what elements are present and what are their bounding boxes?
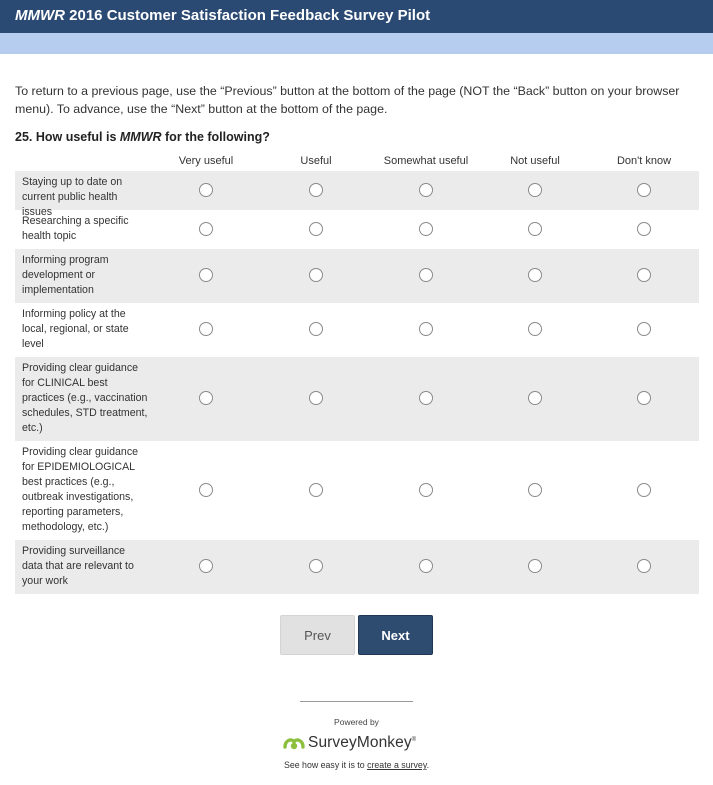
- question-title: [15, 130, 270, 144]
- create-survey-link[interactable]: create a survey: [367, 760, 427, 770]
- radio-useful[interactable]: [309, 483, 323, 497]
- radio-somewhat-useful[interactable]: [419, 222, 433, 236]
- radio-dont-know[interactable]: [637, 268, 651, 282]
- radio-not-useful[interactable]: [528, 183, 542, 197]
- matrix-row: [15, 540, 699, 594]
- radio-somewhat-useful[interactable]: [419, 391, 433, 405]
- row-label: Providing surveillance data that are relevant to your work: [22, 545, 134, 587]
- radio-somewhat-useful[interactable]: [419, 183, 433, 197]
- column-header-dont-know: Don't know: [616, 155, 672, 167]
- radio-not-useful[interactable]: [528, 559, 542, 573]
- radio-dont-know[interactable]: [637, 222, 651, 236]
- radio-somewhat-useful[interactable]: [419, 322, 433, 336]
- navigation-instructions: To return to a previous page, use the “Previous” button at the bottom of the page (NOT the “Back” button on your browser menu). To advance, use the “Next” button at the bottom of the page.: [15, 84, 680, 116]
- matrix-row: [15, 171, 699, 218]
- progress-subbar: [0, 33, 713, 54]
- question-journal-name: MMWR: [119, 130, 162, 144]
- column-header-somewhat-useful: Somewhat useful: [383, 155, 469, 167]
- matrix-row: [15, 357, 699, 441]
- brand-registered-mark: ®: [411, 736, 417, 743]
- prev-button[interactable]: Prev: [280, 615, 355, 655]
- radio-somewhat-useful[interactable]: [419, 268, 433, 282]
- matrix-row: [15, 210, 699, 249]
- question-prefix: 25. How useful is: [15, 130, 120, 144]
- radio-very-useful[interactable]: [199, 322, 213, 336]
- powered-by-label: Powered by: [334, 717, 379, 727]
- radio-useful[interactable]: [309, 559, 323, 573]
- radio-dont-know[interactable]: [637, 391, 651, 405]
- column-header-not-useful: Not useful: [510, 155, 560, 167]
- next-button[interactable]: Next: [358, 615, 433, 655]
- cta-suffix: .: [426, 760, 430, 770]
- column-header-very-useful: Very useful: [178, 155, 234, 167]
- row-label: Researching a specific health topic: [22, 215, 129, 242]
- create-survey-cta: [0, 760, 713, 770]
- footer-divider: [300, 701, 413, 702]
- row-label: Informing policy at the local, regional, or state level: [22, 308, 129, 350]
- radio-very-useful[interactable]: [199, 268, 213, 282]
- radio-very-useful[interactable]: [199, 222, 213, 236]
- matrix-row: [15, 249, 699, 303]
- radio-useful[interactable]: [309, 183, 323, 197]
- radio-not-useful[interactable]: [528, 222, 542, 236]
- survey-title: 2016 Customer Satisfaction Feedback Survey Pilot: [64, 7, 431, 24]
- radio-useful[interactable]: [309, 268, 323, 282]
- survey-title-bar: [0, 0, 713, 33]
- matrix-row: [15, 303, 699, 357]
- radio-very-useful[interactable]: [199, 391, 213, 405]
- question-suffix: for the following?: [161, 130, 270, 144]
- radio-dont-know[interactable]: [637, 183, 651, 197]
- row-label: Providing clear guidance for CLINICAL best practices (e.g., vaccination schedules, STD treatment, etc.): [22, 362, 148, 434]
- monkey-logo-icon: [283, 736, 305, 750]
- row-label: Staying up to date on current public health issues: [22, 176, 123, 218]
- radio-not-useful[interactable]: [528, 483, 542, 497]
- radio-useful[interactable]: [309, 391, 323, 405]
- row-label: Providing clear guidance for EPIDEMIOLOGICAL best practices (e.g., outbreak investigations, reporting parameters, methodology, etc.): [22, 446, 139, 533]
- radio-not-useful[interactable]: [528, 268, 542, 282]
- brand-name: SurveyMonkey: [308, 734, 412, 751]
- radio-not-useful[interactable]: [528, 391, 542, 405]
- radio-dont-know[interactable]: [637, 322, 651, 336]
- radio-somewhat-useful[interactable]: [419, 483, 433, 497]
- radio-dont-know[interactable]: [637, 559, 651, 573]
- radio-dont-know[interactable]: [637, 483, 651, 497]
- row-label: Informing program development or implementation: [22, 254, 109, 296]
- radio-somewhat-useful[interactable]: [419, 559, 433, 573]
- column-header-useful: Useful: [300, 155, 332, 167]
- cta-prefix: See how easy it is to: [283, 760, 368, 770]
- matrix-row: [15, 441, 699, 540]
- radio-very-useful[interactable]: [199, 183, 213, 197]
- radio-useful[interactable]: [309, 222, 323, 236]
- radio-very-useful[interactable]: [199, 483, 213, 497]
- radio-not-useful[interactable]: [528, 322, 542, 336]
- brand-wordmark: [308, 734, 416, 752]
- title-journal-name: MMWR: [15, 7, 65, 24]
- radio-useful[interactable]: [309, 322, 323, 336]
- radio-very-useful[interactable]: [199, 559, 213, 573]
